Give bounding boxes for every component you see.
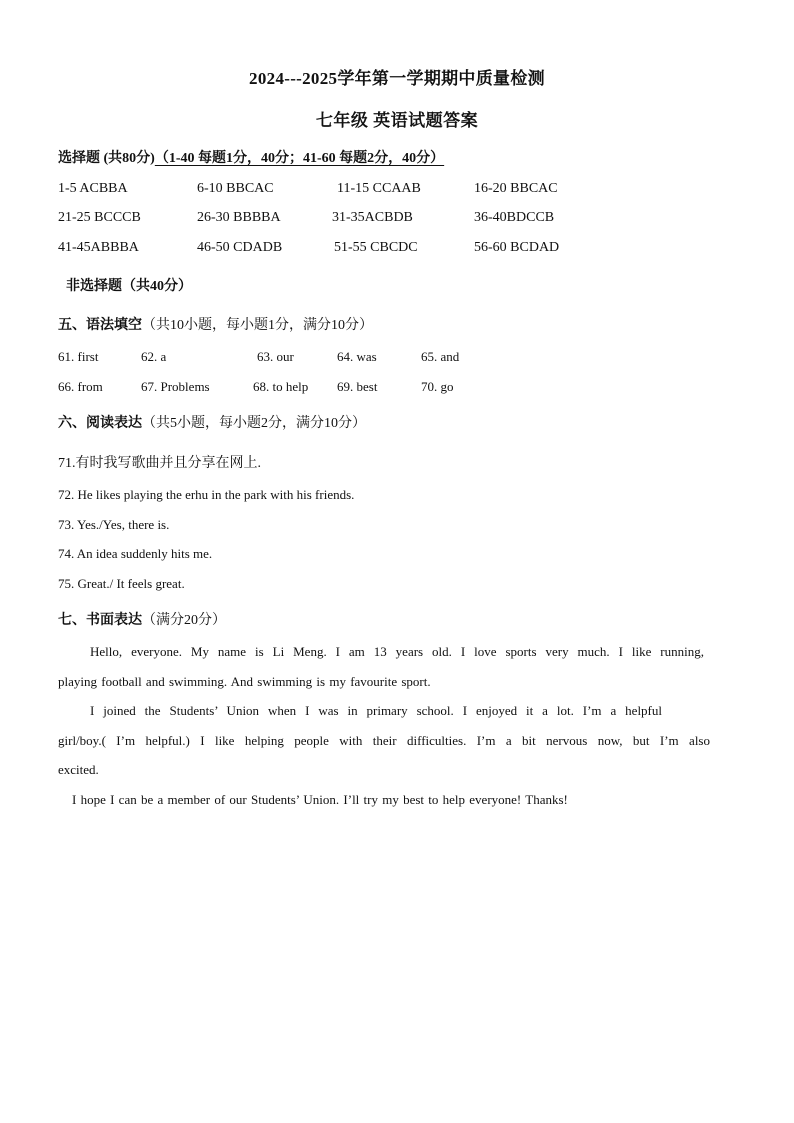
mc-answer: 11-15 CCAAB xyxy=(337,181,421,196)
essay-line-2: playing football and swimming. And swimming is my favourite sport. xyxy=(58,674,431,689)
non-mc-heading xyxy=(66,275,192,295)
mc-section-detail: （1-40 每题1分，40分；41-60 每题2分，40分） xyxy=(154,151,445,166)
mc-answer: 6-10 BBCAC xyxy=(197,181,274,196)
mc-row-3 xyxy=(0,240,794,260)
reading-answer-75: 75. Great./ It feels great. xyxy=(58,576,185,591)
document-subtitle: 七年级 英语试题答案 xyxy=(315,111,479,130)
mc-answer: 51-55 CBCDC xyxy=(334,240,418,255)
non-mc-heading-text: 非选择题（共40分） xyxy=(66,279,192,294)
grammar-answer: 68. to help xyxy=(253,379,309,394)
mc-row-2 xyxy=(0,210,794,230)
mc-answer: 26-30 BBBBA xyxy=(197,210,281,225)
section7-heading xyxy=(58,609,226,629)
mc-row-1 xyxy=(0,181,794,201)
section6-heading xyxy=(58,412,366,432)
mc-answer: 46-50 CDADB xyxy=(197,240,283,255)
section6-detail: （共5小题，每小题2分，满分10分） xyxy=(142,416,366,431)
section5-row-2 xyxy=(0,379,794,399)
mc-answer: 16-20 BBCAC xyxy=(474,181,558,196)
section7-head: 七、书面表达 xyxy=(58,613,142,628)
mc-answer: 31-35ACBDB xyxy=(332,210,413,225)
mc-answer: 21-25 BCCCB xyxy=(58,210,141,225)
reading-answer-73: 73. Yes./Yes, there is. xyxy=(58,517,170,532)
mc-answer: 56-60 BCDAD xyxy=(474,240,560,255)
mc-section-head: 选择题 (共80分) xyxy=(58,151,155,166)
essay-line-6: I hope I can be a member of our Students’ Union. I’ll try my best to help everyone! Thanks! xyxy=(72,792,568,807)
mc-answer: 1-5 ACBBA xyxy=(58,181,128,196)
mc-answer: 41-45ABBBA xyxy=(58,240,139,255)
grammar-answer: 66. from xyxy=(58,379,103,394)
mc-section-heading xyxy=(58,147,444,167)
grammar-answer: 62. a xyxy=(141,349,167,364)
section5-heading xyxy=(58,314,373,334)
essay-line-5: excited. xyxy=(58,762,99,777)
grammar-answer: 61. first xyxy=(58,349,99,364)
section5-detail: （共10小题，每小题1分，满分10分） xyxy=(142,318,373,333)
grammar-answer: 70. go xyxy=(421,379,454,394)
grammar-answer: 63. our xyxy=(257,349,294,364)
reading-answer-72: 72. He likes playing the erhu in the park with his friends. xyxy=(58,487,355,502)
grammar-answer: 67. Problems xyxy=(141,379,210,394)
section7-detail: （满分20分） xyxy=(142,613,226,628)
section6-head: 六、阅读表达 xyxy=(58,416,142,431)
essay-line-1: Hello, everyone. My name is Li Meng. I am 13 years old. I love sports very much. I like running, xyxy=(90,644,704,659)
section5-head: 五、语法填空 xyxy=(58,318,142,333)
grammar-answer: 65. and xyxy=(421,349,460,364)
mc-answer: 36-40BDCCB xyxy=(474,210,555,225)
essay-line-4: girl/boy.( I’m helpful.) I like helping people with their difficulties. I’m a bit nervous now, but I’m also xyxy=(58,733,710,748)
essay-line-3: I joined the Students’ Union when I was in primary school. I enjoyed it a lot. I’m a helpful xyxy=(90,703,662,718)
reading-answer-71: 71.有时我写歌曲并且分享在网上. xyxy=(58,456,261,471)
document-title: 2024---2025学年第一学期期中质量检测 xyxy=(249,69,545,88)
grammar-answer: 69. best xyxy=(337,379,378,394)
section5-row-1 xyxy=(0,349,794,369)
reading-answer-74: 74. An idea suddenly hits me. xyxy=(58,546,213,561)
grammar-answer: 64. was xyxy=(337,349,377,364)
